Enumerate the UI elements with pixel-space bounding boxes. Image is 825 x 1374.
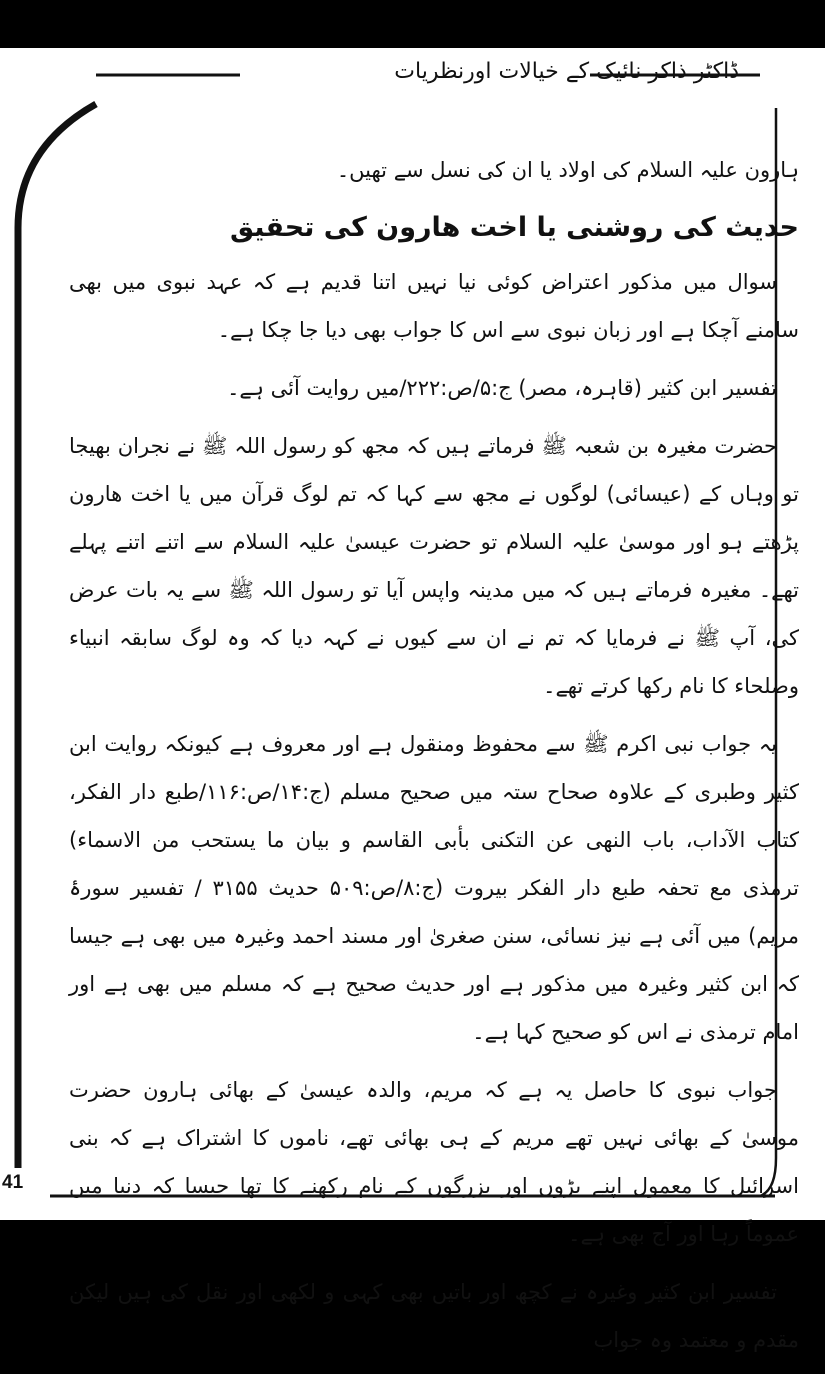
paragraph-objection: سوال میں مذکور اعتراض کوئی نیا نہیں اتنا قدیم ہے کہ عہد نبوی میں بھی سامنے آچکا ہے اور زبان نبوی سے اس کا جواب بھی دیا جا چکا ہے۔ bbox=[69, 270, 799, 342]
paragraph-sources: یہ جواب نبی اکرم ﷺ سے محفوظ ومنقول ہے اور معروف ہے کیونکہ روایت ابن کثیر وطبری کے علاوہ صحاح ستہ میں صحیح مسلم (ج:۱۴/ص:۱۱۶/طبع دار الفکر، کتاب الآداب، باب النھی عن التکنی بأبی القاسم و بیان ما یستحب من الاسماء) ترمذی مع تحفہ طبع دار الفکر بیروت (ج:۸/ص:۵۰۹ حدیث ۳۱۵۵ / تفسیر سورۂ مریم) میں آئی ہے نیز نسائی، سنن صغریٰ اور مسند احمد وغیرہ میں بھی ہے جیسا کہ ابن کثیر وغیرہ میں مذکور ہے اور حدیث صحیح ہے کہ مسلم میں بھی ہے اور امام ترمذی نے اس کو صحیح کہا ہے۔ bbox=[69, 732, 799, 1044]
paragraph-summary: جواب نبوی کا حاصل یہ ہے کہ مریم، والدہ عیسیٰ کے بھائی ہارون حضرت موسیٰ کے بھائی نہیں تھے مریم کے ہی بھائی تھے، ناموں کا اشتراک ہے کہ بنی اسرائیل کا معمول اپنے بڑوں اور بزرگوں کے نام رکھنے کا تھا جیسا کہ دنیا میں عموماً رہا اور آج بھی ہے۔ bbox=[69, 1078, 799, 1246]
paragraph-hadith-narration: حضرت مغیرہ بن شعبہ ﷺ فرماتے ہیں کہ مجھ کو رسول اللہ ﷺ نے نجران بھیجا تو وہاں کے (عیسائی) لوگوں نے مجھ سے کہا کہ تم لوگ قرآن میں یا اخت ھارون پڑھتے ہو اور موسیٰ علیہ السلام تو حضرت عیسیٰ علیہ السلام سے اتنے اتنے پہلے تھے۔ مغیرہ فرماتے ہیں کہ میں مدینہ واپس آیا تو رسول اللہ ﷺ سے یہ بات عرض کی، آپ ﷺ نے فرمایا کہ تم نے ان سے کیوں نے کہہ دیا کہ وہ لوگ سابقہ انبیاء وصلحاء کا نام رکھا کرتے تھے۔ bbox=[69, 434, 799, 698]
paragraph-closing: تفسیر ابن کثیر وغیرہ نے کچھ اور باتیں بھی کہی و لکھی اور نقل کی ہیں لیکن مقدم و معتمد وہ جواب bbox=[69, 1280, 799, 1352]
page-body bbox=[69, 146, 799, 1374]
book-page bbox=[0, 48, 825, 1352]
paragraph-tafsir-reference: تفسیر ابن کثیر (قاہرہ، مصر) ج:۵/ص:۲۲۲/میں روایت آئی ہے۔ bbox=[227, 376, 777, 400]
paragraph-continuation: ہارون علیہ السلام کی اولاد یا ان کی نسل سے تھیں۔ bbox=[336, 158, 799, 182]
section-heading: حدیث کی روشنی یا اخت ھارون کی تحقیق bbox=[229, 212, 799, 243]
page-number: 41 bbox=[2, 1172, 24, 1193]
running-header: ڈاکٹر ذاکر نائیک کے خیالات اورنظریات bbox=[394, 59, 739, 84]
